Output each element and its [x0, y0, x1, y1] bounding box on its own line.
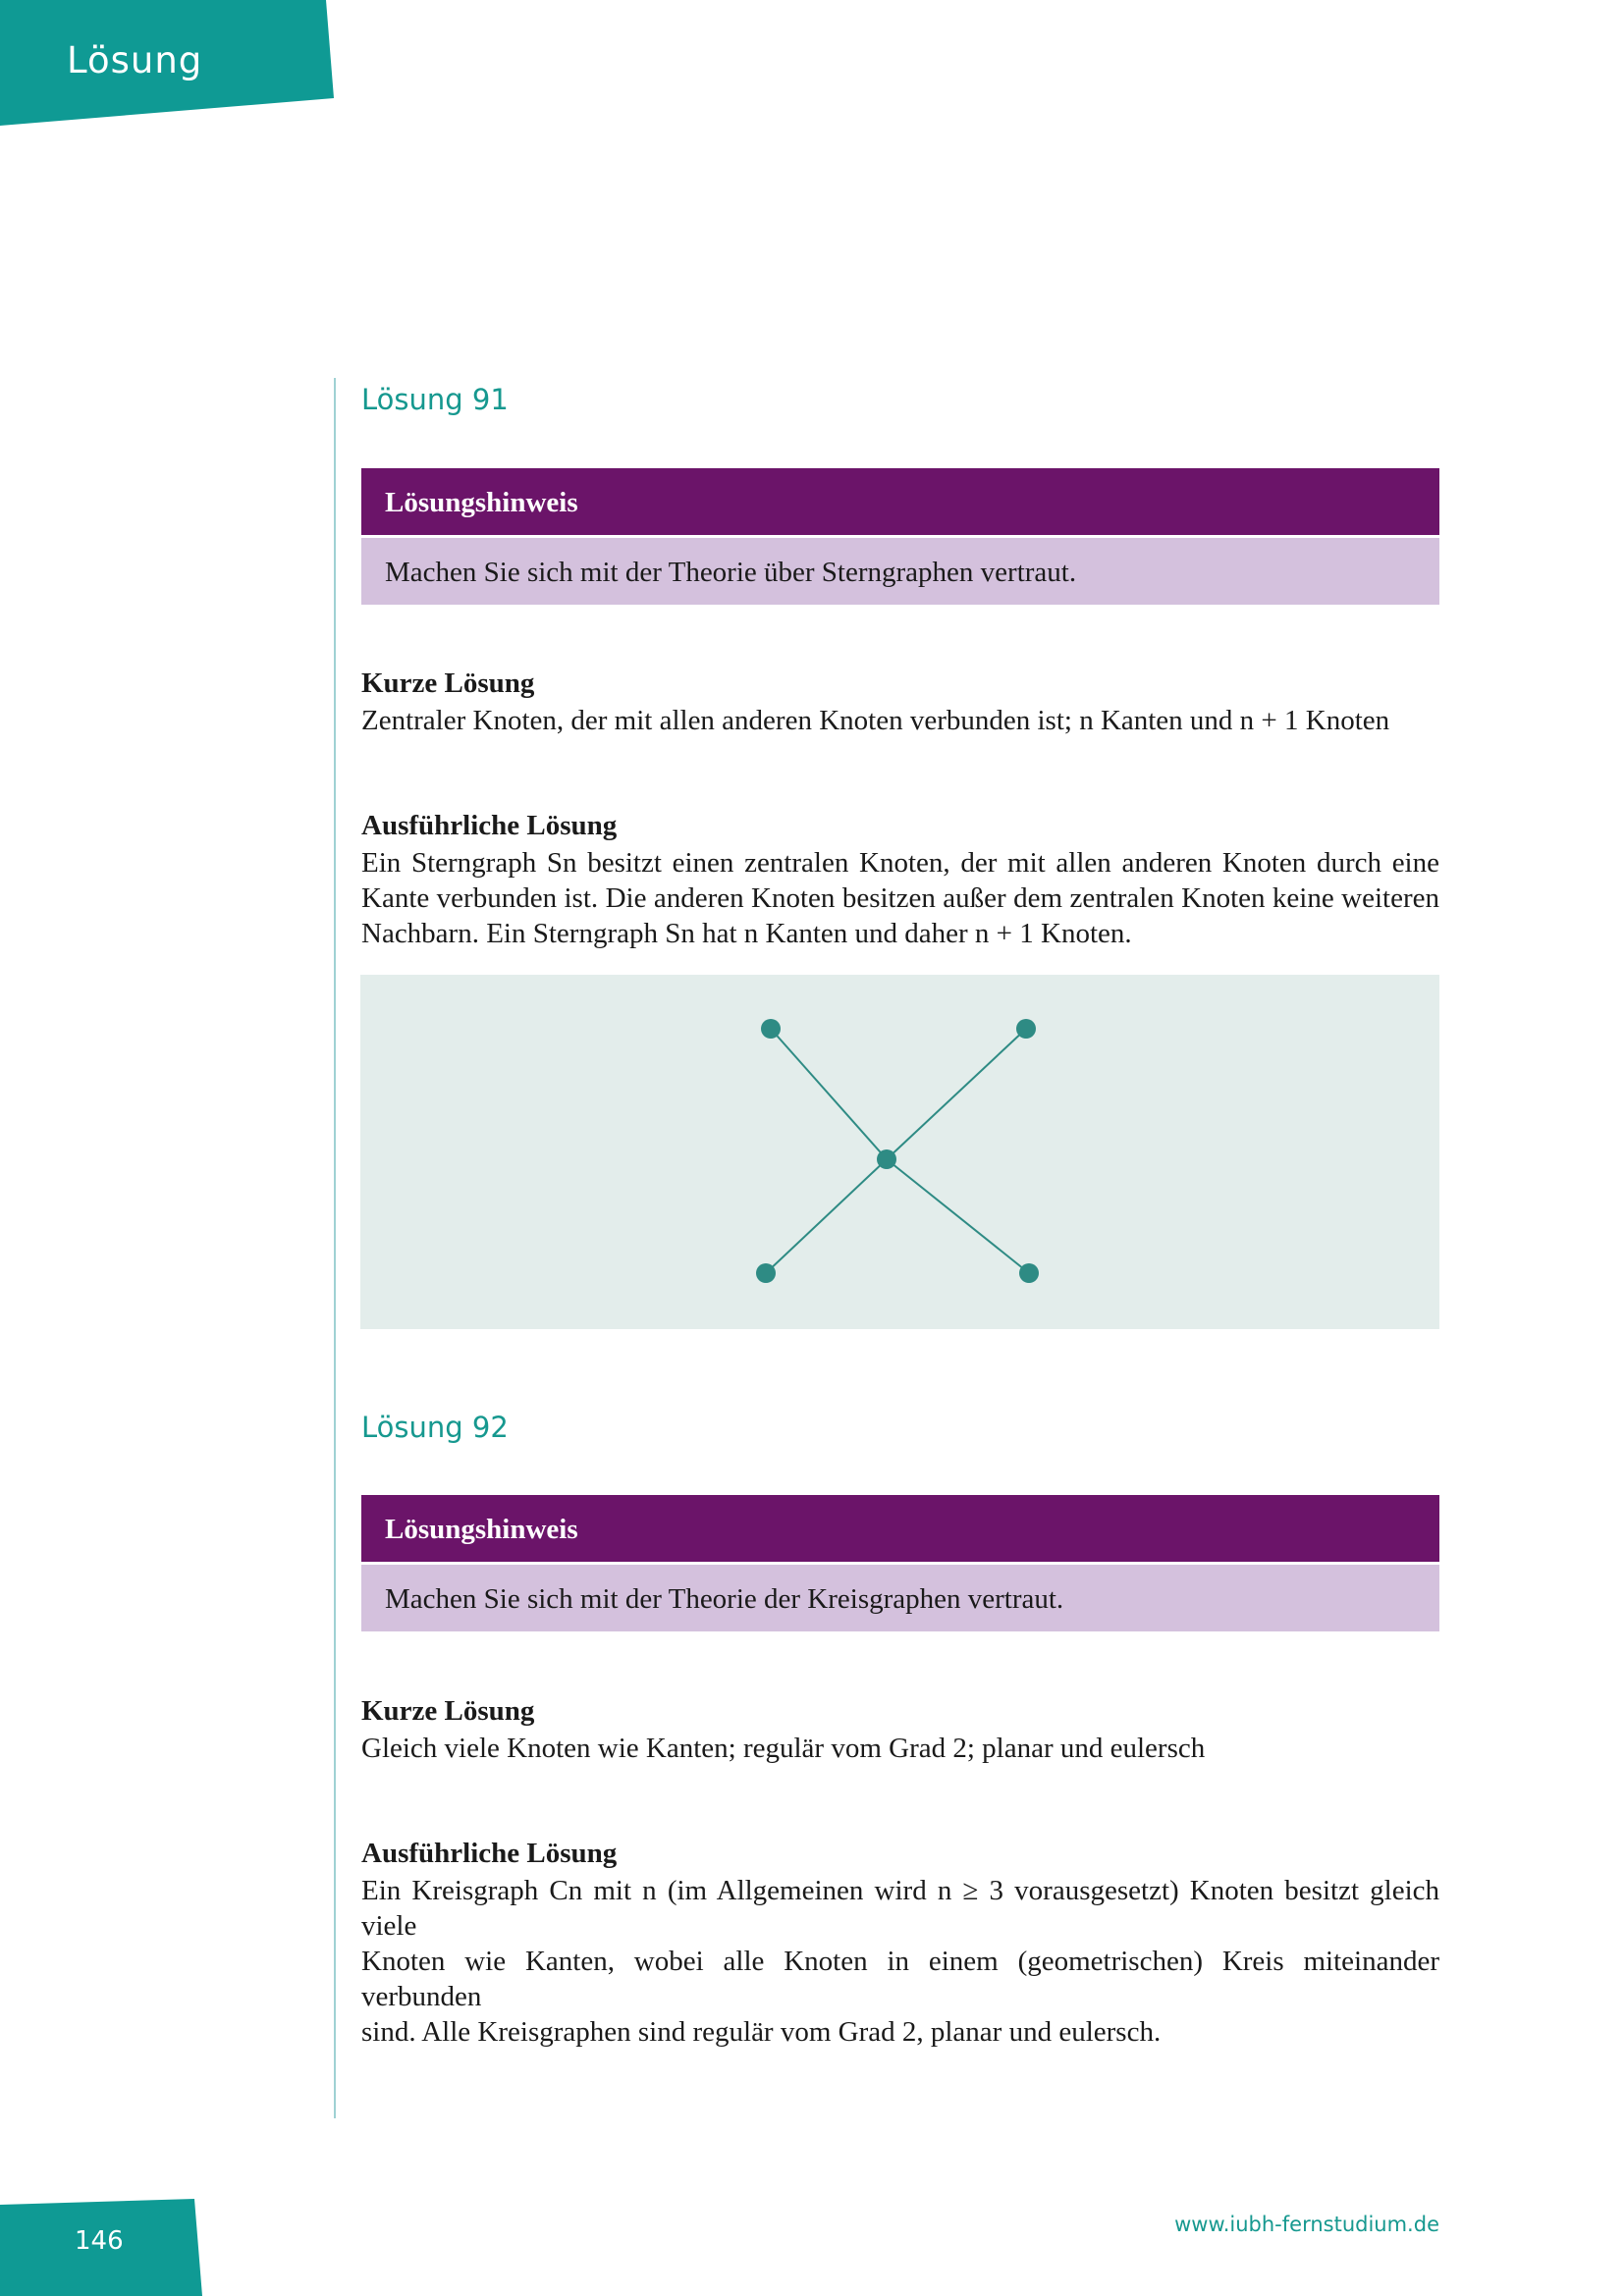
graph-node: [1019, 1263, 1039, 1283]
footer-url: www.iubh-fernstudium.de: [1174, 2213, 1439, 2236]
page-number: 146: [75, 2226, 124, 2256]
solution-92-long-title: Ausführliche Lösung: [361, 1838, 618, 1869]
solution-91-long-text: [361, 845, 1439, 951]
solution-91-short-title: Kurze Lösung: [361, 667, 535, 699]
short-text-line: Gleich viele Knoten wie Kanten; regulär vom Grad 2; planar und eulersch: [361, 1733, 1206, 1764]
star-graph-figure: [360, 975, 1439, 1329]
solution-92-short-text: [361, 1731, 1439, 1766]
long-text-line: Ein Sterngraph Sn besitzt einen zentralen Knoten, der mit allen anderen Knoten durch eine: [361, 847, 1439, 879]
header-tab-label: Lösung: [67, 39, 203, 81]
solution-92-heading: Lösung 92: [361, 1411, 509, 1444]
graph-node-center: [877, 1149, 896, 1169]
hint-title: Lösungshinweis: [361, 1495, 1439, 1562]
graph-node: [756, 1263, 776, 1283]
short-text-line: Zentraler Knoten, der mit allen anderen Knoten verbunden ist; n Kanten und n + 1 Knoten: [361, 705, 1390, 736]
long-text-line: Kante verbunden ist. Die anderen Knoten besitzen außer dem zentralen Knoten keine weiteren: [361, 882, 1439, 914]
hint-title: Lösungshinweis: [361, 468, 1439, 535]
solution-92-long-text: [361, 1873, 1439, 2050]
solution-91-long-title: Ausführliche Lösung: [361, 810, 618, 841]
hint-text: Machen Sie sich mit der Theorie der Kreisgraphen vertraut.: [361, 1565, 1439, 1631]
long-text-line: Knoten wie Kanten, wobei alle Knoten in einem (geometrischen) Kreis miteinander verbunden: [361, 1946, 1439, 2012]
long-text-line: Ein Kreisgraph Cn mit n (im Allgemeinen wird n ≥ 3 vorausgesetzt) Knoten besitzt gleich viele: [361, 1875, 1439, 1942]
hint-text: Machen Sie sich mit der Theorie über Sterngraphen vertraut.: [361, 538, 1439, 605]
solution-91-short-text: [361, 703, 1439, 738]
long-text-line: Nachbarn. Ein Sterngraph Sn hat n Kanten und daher n + 1 Knoten.: [361, 918, 1132, 949]
graph-node: [761, 1019, 781, 1039]
margin-rule: [334, 378, 336, 2118]
solution-91-hint-box: [361, 468, 1439, 605]
graph-node: [1016, 1019, 1036, 1039]
long-text-line: sind. Alle Kreisgraphen sind regulär vom Grad 2, planar und eulersch.: [361, 2016, 1162, 2048]
solution-91-heading: Lösung 91: [361, 383, 509, 416]
figure-background: [360, 975, 1439, 1329]
solution-92-hint-box: [361, 1495, 1439, 1631]
solution-92-short-title: Kurze Lösung: [361, 1695, 535, 1727]
